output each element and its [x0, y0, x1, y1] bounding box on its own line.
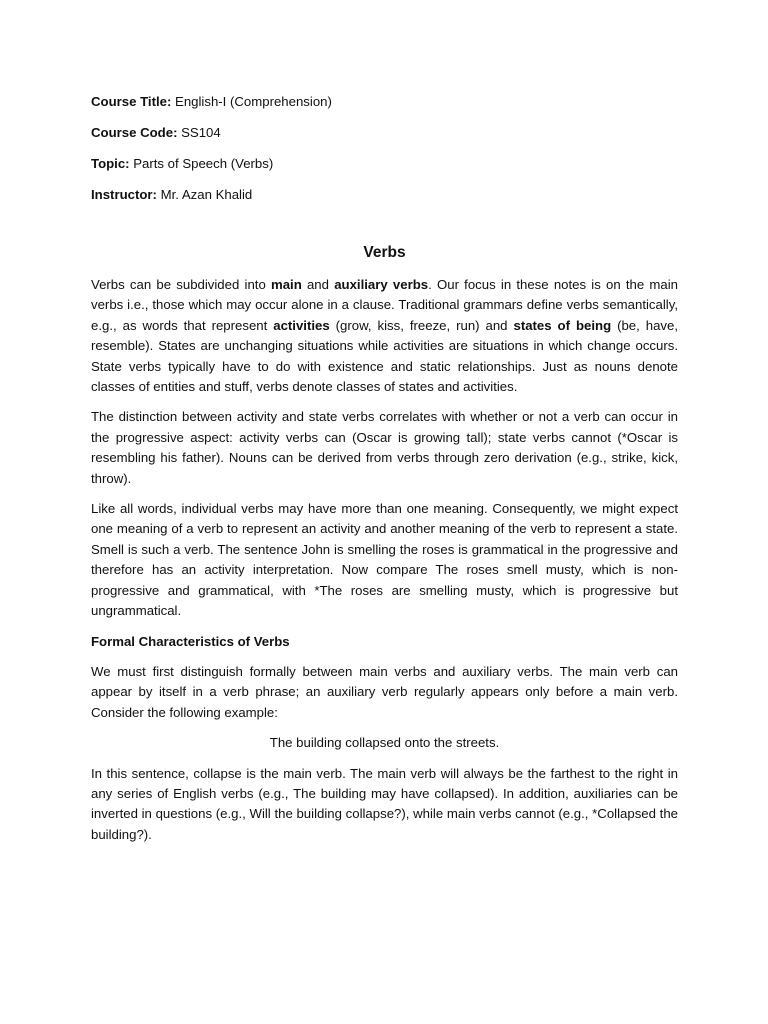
document-page	[91, 92, 678, 855]
para1-text-2: and	[301, 277, 335, 292]
course-title-label: Course Title:	[91, 94, 172, 109]
course-code-line	[91, 123, 678, 143]
example-sentence: The building collapsed onto the streets.	[269, 735, 500, 751]
para1-bold-auxiliary: auxiliary verbs	[334, 277, 429, 292]
para1-bold-states: states of being	[513, 317, 612, 333]
paragraph-distinction: The distinction between activity and state verbs correlates with whether or not a verb can occur in the progressive aspect: activity verbs can (Oscar is growing tall); state verbs cannot (*Oscar is resembling his father). Nouns can be derived from verbs through zero derivation (e.g., strike, kick, throw).	[91, 409, 678, 486]
course-title-line	[91, 92, 678, 112]
para1-text-4: (grow, kiss, freeze, run) and	[329, 317, 514, 333]
section-heading: Verbs	[363, 244, 406, 261]
subsection-heading: Formal Characteristics of Verbs	[91, 633, 290, 649]
para1-bold-main: main	[270, 277, 302, 292]
course-code-value: SS104	[177, 125, 221, 140]
topic-label: Topic:	[91, 156, 130, 171]
para1-text-5: (be, have, resemble). States are unchanging situations while activities are situations in which change occurs. State verbs typically have to do with existence and static relationships. Just as nouns denote classes of entities and stuff, verbs denote classes of states and activities.	[91, 317, 679, 395]
course-title-value: English-I (Comprehension)	[171, 94, 332, 109]
course-code-label: Course Code:	[91, 125, 178, 140]
topic-value: Parts of Speech (Verbs)	[129, 156, 274, 171]
instructor-line	[91, 185, 678, 205]
instructor-label: Instructor:	[91, 187, 157, 202]
para1-bold-activities: activities	[273, 317, 330, 333]
instructor-value: Mr. Azan Khalid	[156, 187, 253, 202]
para1-text-3: . Our focus in these notes is on the main verbs i.e., those which may occur alone in a clause. Traditional grammars define verbs semantically, e.g., as words that represent	[91, 277, 678, 333]
para1-text-1: Verbs can be subdivided into	[91, 277, 271, 292]
topic-line	[91, 154, 678, 174]
paragraph-formal: We must first distinguish formally between main verbs and auxiliary verbs. The main verb can appear by itself in a verb phrase; an auxiliary verb regularly appears only before a main verb. Consider the following example:	[91, 663, 678, 720]
paragraph-intro	[91, 275, 678, 397]
paragraph-main-verb: In this sentence, collapse is the main verb. The main verb will always be the farthest to the right in any series of English verbs (e.g., The building may have collapsed). In addition, auxiliaries can be inverted in questions (e.g., Will the building collapse?), while main verbs cannot (e.g., *Collapsed the building?).	[91, 765, 678, 842]
paragraph-meaning: Like all words, individual verbs may have more than one meaning. Consequently, we might expect one meaning of a verb to represent an activity and another meaning of the verb to represent a state. Smell is such a verb. The sentence John is smelling the roses is grammatical in the progressive and therefore has an activity interpretation. Now compare The roses smell musty, which is non-progressive and grammatical, with *The roses are smelling musty, which is progressive but ungrammatical.	[91, 501, 678, 619]
